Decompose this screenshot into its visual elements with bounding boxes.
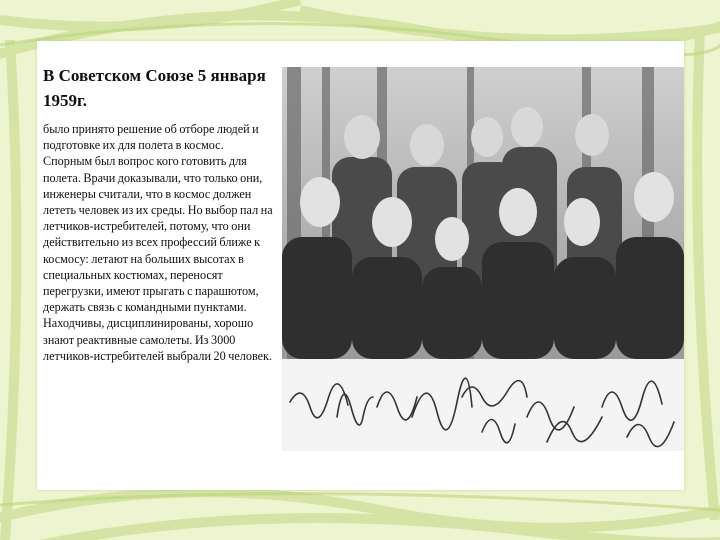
cosmonauts-group-photo — [282, 67, 684, 451]
slide-body-text: было принято решение об отборе людей и подготовке их для полета в космос. Спорным был вопрос кого готовить для полета. Врачи доказывали, что только они, инженеры считали, что в космос должен лететь человек из их среды. Но выбор пал на летчиков-истребителей, потому, что они действительно из всех профессий ближе к космосу: летают на больших высотах в специальных костюмах, переносят перегрузки, имеют прыгать с парашютом, держать связь с командными пунктами. Находчивы, дисциплинированы, хорошо знают реактивные самолеты. Из 3000 летчиков-истребителей выбрали 20 человек. — [43, 122, 273, 363]
slide-title: В Советском Союзе 5 января 1959г. — [43, 66, 266, 110]
